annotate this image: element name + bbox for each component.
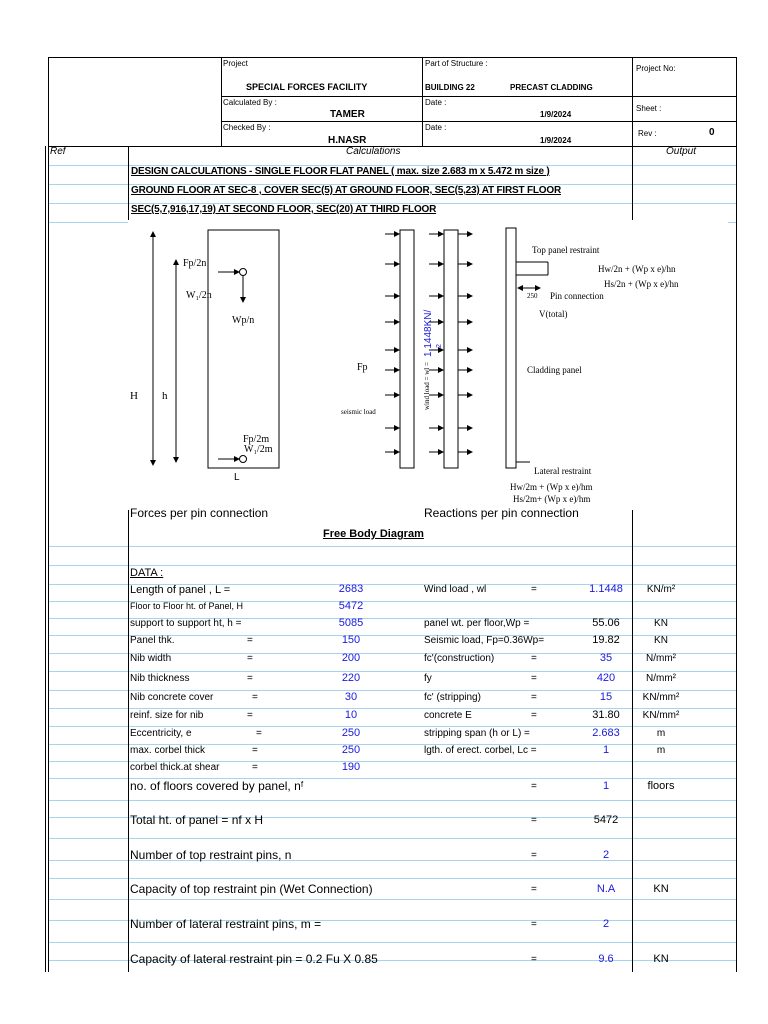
rev-label: Rev :	[638, 129, 657, 138]
data-right-value: 1	[602, 744, 610, 756]
title-line-1: DESIGN CALCULATIONS - SINGLE FLOOR FLAT PANEL ( max. size 2.683 m x 5.472 m size )	[131, 166, 550, 177]
sheet-label: Sheet :	[636, 104, 662, 113]
frame-right	[736, 57, 737, 972]
column-ref: Ref	[50, 146, 66, 157]
title-line-2: GROUND FLOOR AT SEC-8 , COVER SEC(5) AT GROUND FLOOR, SEC(5,23) AT FIRST FLOOR	[131, 185, 561, 196]
data-left-equals: =	[247, 673, 253, 684]
column-calculations: Calculations	[346, 146, 401, 157]
summary-label: Number of lateral restraint pins, m =	[130, 917, 322, 931]
w1-2m-label: W₁/2m	[244, 444, 273, 455]
title-line-3: SEC(5,7,916,17,19) AT SECOND FLOOR, SEC(20) AT THIRD FLOOR	[131, 204, 437, 215]
h-label: h	[162, 390, 168, 402]
summary-unit: KN	[653, 883, 669, 895]
summary-value: 1	[602, 780, 610, 792]
part-of-structure-value-2: PRECAST CLADDING	[510, 83, 593, 92]
wp-n-label: Wp/n	[232, 315, 255, 326]
data-right-equals: =	[531, 584, 537, 595]
wind-load-value: 1.1448KN/	[423, 309, 434, 357]
data-right-value: 55.06	[592, 617, 620, 629]
header-row-border	[221, 96, 737, 97]
part-of-structure-label: Part of Structure :	[425, 59, 488, 68]
wind-load-label: wind load = wl =	[423, 362, 431, 410]
project-label: Project	[223, 59, 248, 68]
summary-label: Capacity of lateral restraint pin = 0.2 Fu X 0.85	[130, 952, 378, 966]
data-left-label: reinf. size for nib	[130, 710, 204, 721]
data-right-unit: N/mm²	[646, 673, 676, 684]
L-label: L	[234, 472, 240, 483]
calculated-by-value: TAMER	[330, 109, 365, 120]
data-right-label: Seismic load, Fp=0.36Wp=	[424, 635, 545, 646]
cladding-panel-label: Cladding panel	[527, 365, 582, 375]
data-right-equals: =	[531, 692, 537, 703]
summary-value: 9.6	[598, 953, 614, 965]
calculated-by-label: Calculated By :	[223, 98, 277, 107]
wind-load-value-exponent: 2	[436, 344, 443, 348]
data-left-equals: =	[256, 728, 262, 739]
data-left-label: support to support ht, h =	[130, 618, 242, 629]
output-divider	[632, 57, 633, 972]
free-body-diagram-title: Free Body Diagram	[323, 528, 424, 540]
data-left-label: max. corbel thick	[130, 745, 206, 756]
data-right-value: 1.1448	[589, 583, 623, 595]
data-right-unit: N/mm²	[646, 653, 676, 664]
project-value: SPECIAL FORCES FACILITY	[246, 82, 368, 92]
summary-equals: =	[531, 850, 537, 861]
frame-left-double	[45, 146, 46, 972]
top-panel-restraint-label: Top panel restraint	[532, 245, 600, 255]
date-label-1: Date :	[425, 98, 447, 107]
data-right-label: panel wt. per floor,Wp =	[424, 618, 530, 629]
data-right-unit: KN	[654, 618, 668, 629]
checked-by-label: Checked By :	[223, 123, 271, 132]
summary-value: 2	[602, 918, 610, 930]
data-right-value: 2.683	[592, 727, 620, 739]
data-right-label: lgth. of erect. corbel, Lc =	[424, 745, 537, 756]
data-left-value: 200	[341, 652, 361, 664]
data-heading: DATA :	[130, 567, 164, 579]
summary-equals: =	[531, 954, 537, 965]
header-divider	[422, 57, 423, 146]
data-right-equals: =	[531, 673, 537, 684]
summary-value: N.A	[596, 883, 616, 895]
rev-value: 0	[709, 127, 715, 138]
data-right-unit: KN/m²	[646, 584, 676, 595]
data-right-value: 420	[596, 672, 616, 684]
summary-value: 5472	[593, 814, 619, 826]
fp-2m-label: Fp/2m	[243, 434, 270, 445]
data-left-equals: =	[247, 710, 253, 721]
data-left-value: 5085	[338, 617, 364, 629]
data-right-equals: =	[531, 653, 537, 664]
data-left-label: Length of panel , L =	[130, 584, 231, 596]
summary-unit: floors	[647, 780, 675, 792]
header-top-border	[48, 57, 737, 58]
lateral-restraint-label: Lateral restraint	[534, 466, 592, 476]
H-label: H	[130, 390, 138, 402]
data-left-value: 5472	[338, 600, 364, 612]
data-left-label: Nib concrete cover	[130, 692, 214, 703]
summary-label: no. of floors covered by panel, nᶠ	[130, 779, 304, 793]
summary-equals: =	[531, 884, 537, 895]
data-right-value: 35	[599, 652, 613, 664]
data-right-label: Wind load , wl	[424, 584, 487, 595]
hw-2m-label: Hw/2m + (Wp x e)/hm	[510, 482, 593, 492]
summary-value: 2	[602, 849, 610, 861]
data-left-value: 190	[341, 761, 361, 773]
date-label-2: Date :	[425, 123, 447, 132]
data-right-label: concrete E	[424, 710, 472, 721]
data-left-value: 30	[344, 691, 358, 703]
data-right-label: stripping span (h or L) =	[424, 728, 530, 739]
column-output: Output	[666, 146, 697, 157]
data-left-label: Eccentricity, e	[130, 728, 192, 739]
summary-equals: =	[531, 781, 537, 792]
data-right-label: fc' (stripping)	[424, 692, 481, 703]
data-left-value: 250	[341, 727, 361, 739]
dimension-250: 250	[527, 292, 538, 300]
data-left-value: 2683	[338, 583, 364, 595]
data-right-value: 31.80	[592, 709, 620, 721]
data-right-unit: KN/mm²	[642, 710, 680, 721]
date-value-1: 1/9/2024	[540, 110, 572, 119]
data-left-value: 250	[341, 744, 361, 756]
fp-2n-label: Fp/2n	[183, 258, 207, 269]
hs-2m-label: Hs/2m+ (Wp x e)/hm	[513, 494, 591, 504]
part-of-structure-value-1: BUILDING 22	[425, 83, 475, 92]
fp-label: Fp	[357, 362, 368, 373]
project-no-label: Project No:	[636, 64, 676, 73]
header-divider	[221, 57, 222, 146]
data-left-value: 220	[341, 672, 361, 684]
forces-caption: Forces per pin connection	[130, 506, 269, 520]
data-left-value: 10	[344, 709, 358, 721]
data-right-value: 19.82	[592, 634, 620, 646]
data-left-label: Floor to Floor ht. of Panel, H	[130, 601, 244, 611]
data-left-equals: =	[252, 745, 258, 756]
data-left-value: 150	[341, 634, 361, 646]
hs-2n-label: Hs/2n + (Wp x e)/hn	[604, 279, 679, 289]
data-left-label: Nib thickness	[130, 673, 190, 684]
reactions-caption: Reactions per pin connection	[424, 506, 579, 520]
data-left-equals: =	[252, 692, 258, 703]
header-row-border	[221, 121, 737, 122]
hw-2n-label: Hw/2n + (Wp x e)/hn	[598, 264, 676, 274]
v-total-label: V(total)	[539, 309, 568, 319]
data-left-equals: =	[247, 653, 253, 664]
data-right-equals: =	[531, 710, 537, 721]
data-right-unit: m	[656, 728, 666, 739]
seismic-load-label: seismic load	[341, 408, 376, 416]
summary-unit: KN	[653, 953, 669, 965]
summary-label: Number of top restraint pins, n	[130, 848, 292, 862]
checked-by-value: H.NASR	[328, 135, 367, 146]
date-value-2: 1/9/2024	[540, 136, 572, 145]
data-right-unit: KN	[654, 635, 668, 646]
data-left-equals: =	[252, 762, 258, 773]
frame-left	[48, 57, 49, 972]
data-right-label: fy	[424, 673, 432, 684]
data-right-label: fc'(construction)	[424, 653, 495, 664]
data-right-unit: KN/mm²	[642, 692, 680, 703]
summary-label: Capacity of top restraint pin (Wet Connection)	[130, 882, 373, 896]
data-left-label: Panel thk.	[130, 635, 175, 646]
pin-connection-label: Pin connection	[550, 291, 604, 301]
data-right-unit: m	[656, 745, 666, 756]
summary-equals: =	[531, 919, 537, 930]
data-left-label: Nib width	[130, 653, 172, 664]
summary-label: Total ht. of panel = nf x H	[130, 813, 264, 827]
summary-equals: =	[531, 815, 537, 826]
data-left-label: corbel thick.at shear	[130, 762, 220, 773]
w1-2n-label: W₁/2n	[186, 290, 212, 301]
data-right-value: 15	[599, 691, 613, 703]
data-left-equals: =	[247, 635, 253, 646]
